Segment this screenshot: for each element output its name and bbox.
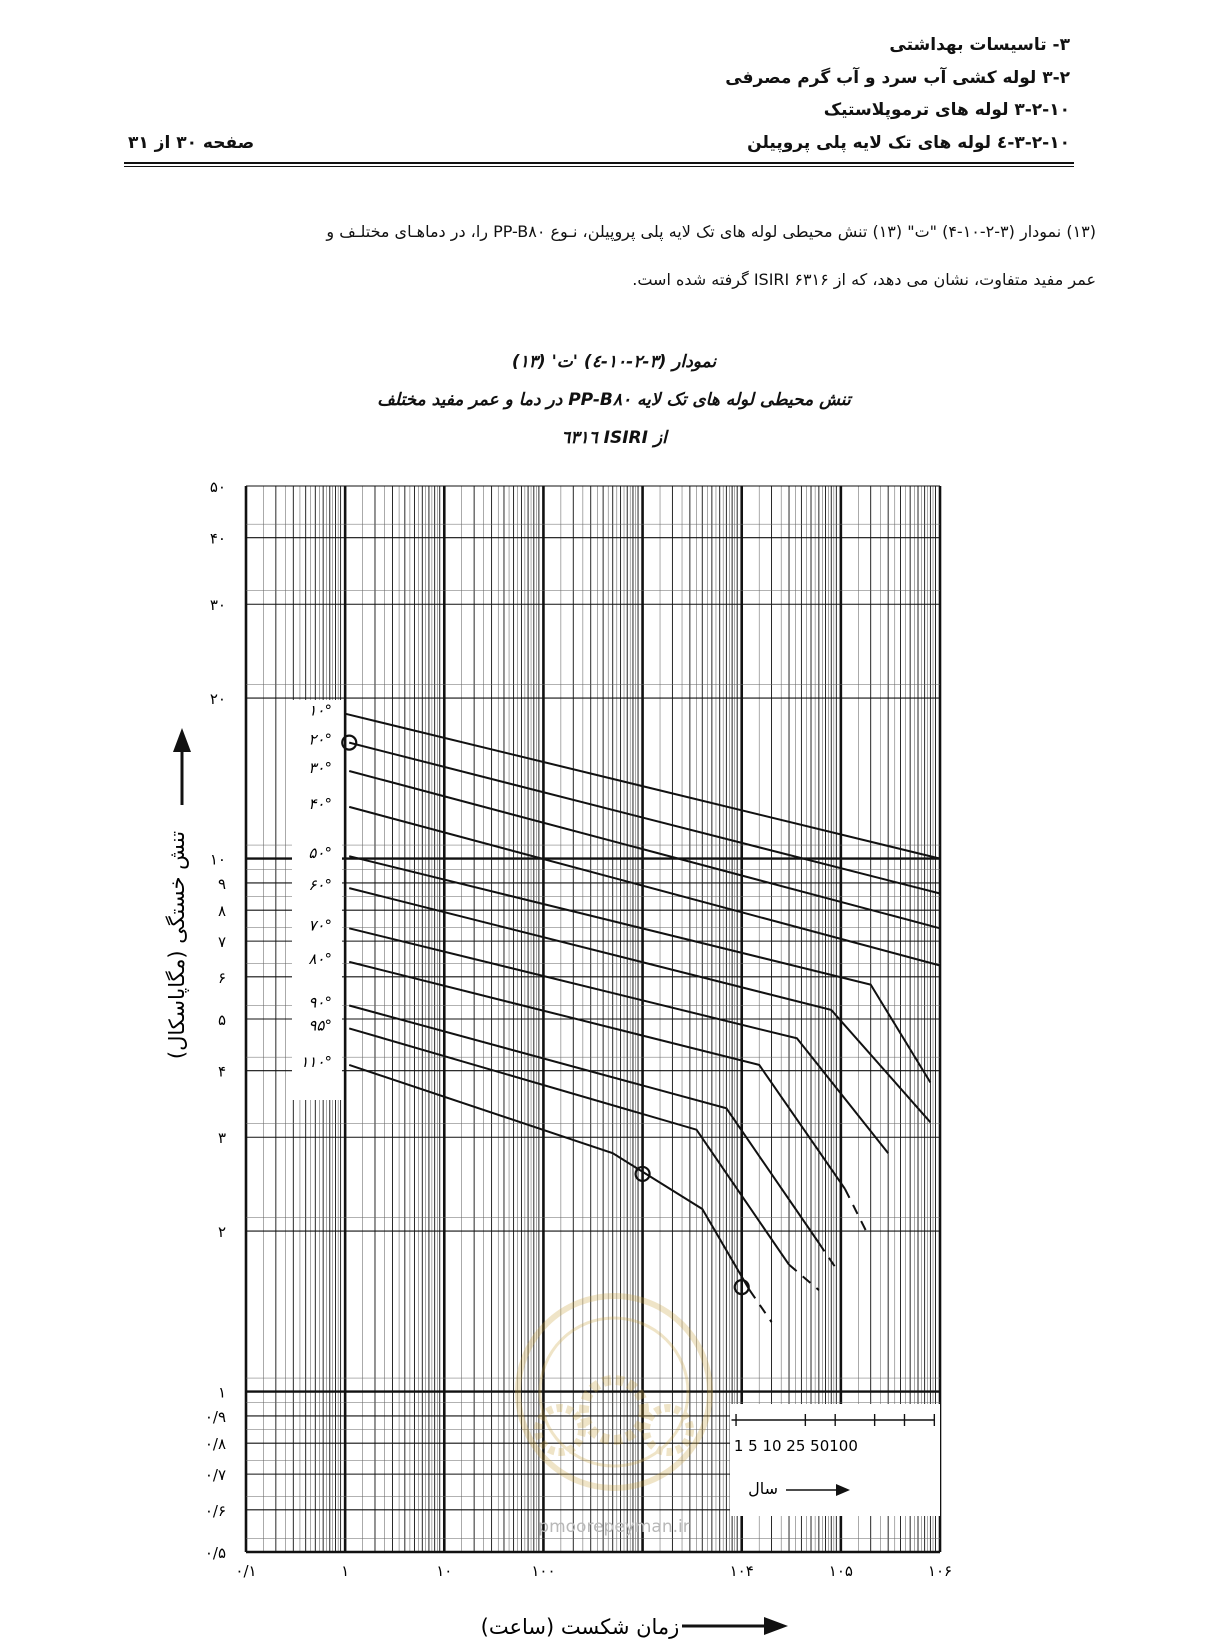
y-tick-label: ۱ (217, 1383, 226, 1402)
years-tick-labels: 1 5 10 25 50100 (733, 1437, 858, 1455)
series-line (349, 807, 940, 966)
series-label: ۴۰° (308, 794, 332, 813)
y-tick-label: ۰/۶ (204, 1501, 226, 1520)
y-tick-label: ۶ (217, 968, 226, 987)
series-label: ۱۱۰° (300, 1052, 332, 1071)
x-axis-ticks (235, 1562, 952, 1580)
y-axis-title: تنش خستگی (مگاپاسکال) (165, 830, 189, 1060)
chart-grid (246, 486, 940, 1552)
series-line-dashed (789, 1265, 819, 1290)
header-line-2: ۳-۲ لوله کشی آب سرد و آب گرم مصرفی (725, 68, 1070, 88)
series-label: ۱۰° (308, 701, 332, 720)
y-tick-label: ۲ (217, 1223, 226, 1242)
page-number: صفحه ۳۰ از ۳۱ (128, 133, 255, 153)
series-label: ۹۰° (308, 993, 332, 1012)
paragraph-line-1: (۱۳) نمودار (۳-۲-۱۰-۴) "ت" (۱۳) تنش محیطی لوله های تک لایه پلی پروپیلن، نـوع PP-B۸۰ را، در دماهـای مختلـف و (326, 222, 1096, 241)
series-line (349, 771, 940, 928)
series-line (349, 928, 888, 1153)
series-line (349, 743, 940, 894)
x-tick-label: ۱۰۴ (729, 1562, 754, 1580)
caption-title: نمودار (۳-۲-۱۰-٤) 'ت' (۱۳) (511, 352, 717, 372)
series-line-dashed (845, 1189, 866, 1231)
caption-source: از ISIRI ٦٣١٦ (561, 428, 667, 448)
y-tick-label: ۰/۷ (204, 1466, 226, 1485)
watermark-url: pmoorepeyman.ir (538, 1517, 690, 1537)
y-axis-ticks (205, 478, 226, 1562)
header-line-3: ۳-۲-۱۰ لوله های ترموپلاستیک (823, 100, 1070, 120)
caption-subtitle: تنش محیطی لوله های تک لایه PP-B۸۰ در دما و عمر مفید مختلف (377, 390, 851, 410)
x-tick-label: ۱۰ (436, 1562, 453, 1580)
y-tick-label: ۲۰ (209, 690, 226, 709)
series-label: ۹۵° (308, 1016, 332, 1035)
x-tick-label: ۰/۱ (235, 1562, 257, 1580)
series-line (349, 856, 930, 1082)
data-markers (342, 736, 748, 1295)
y-tick-label: ۸ (217, 902, 226, 921)
series-label: ۶۰° (308, 876, 332, 895)
y-tick-label: ۹ (217, 874, 226, 893)
header-line-4: ۳-۲-۱۰-٤ لوله های تک لایه پلی پروپیلن (747, 133, 1070, 153)
y-tick-label: ۴۰ (209, 529, 226, 548)
y-tick-label: ۵ (217, 1011, 226, 1029)
series-line (349, 888, 930, 1122)
years-scale (730, 1404, 940, 1516)
y-tick-label: ۴ (217, 1062, 226, 1081)
paragraph-line-2: عمر مفید متفاوت، نشان می دهد، که از ISIRI ۶۳۱۶ گرفته شده است. (632, 270, 1096, 289)
series-line-dashed (750, 1290, 772, 1322)
series-line (349, 962, 845, 1189)
years-label: سال (748, 1479, 778, 1498)
y-tick-label: ۳۰ (209, 596, 226, 615)
series-label: ۵۰° (308, 844, 332, 863)
y-tick-label: ۰/۸ (204, 1435, 226, 1454)
y-tick-label: ۱۰ (209, 850, 226, 869)
x-tick-label: ۱ (341, 1562, 350, 1580)
y-axis-arrow (173, 728, 191, 805)
x-axis-title: زمان شکست (ساعت) (480, 1615, 680, 1639)
y-tick-label: ۰/۹ (204, 1407, 226, 1426)
series-line (349, 1006, 819, 1244)
series-label: ۸۰° (308, 949, 332, 968)
y-tick-label: ۳ (217, 1129, 226, 1148)
series-label: ۲۰° (308, 730, 332, 749)
y-tick-label: ۷ (217, 933, 226, 952)
y-tick-label: ۵۰ (209, 478, 226, 496)
header-line-1: ۳- تاسیسات بهداشتی (889, 35, 1070, 55)
series-label: ۷۰° (308, 916, 332, 935)
x-tick-label: ۱۰۰ (531, 1562, 556, 1580)
y-tick-label: ۰/۵ (204, 1544, 226, 1562)
x-tick-label: ۱۰۶ (927, 1562, 953, 1580)
x-axis-arrow (682, 1617, 788, 1635)
series-label: ۳۰° (308, 758, 332, 777)
x-tick-label: ۱۰۵ (828, 1562, 853, 1580)
